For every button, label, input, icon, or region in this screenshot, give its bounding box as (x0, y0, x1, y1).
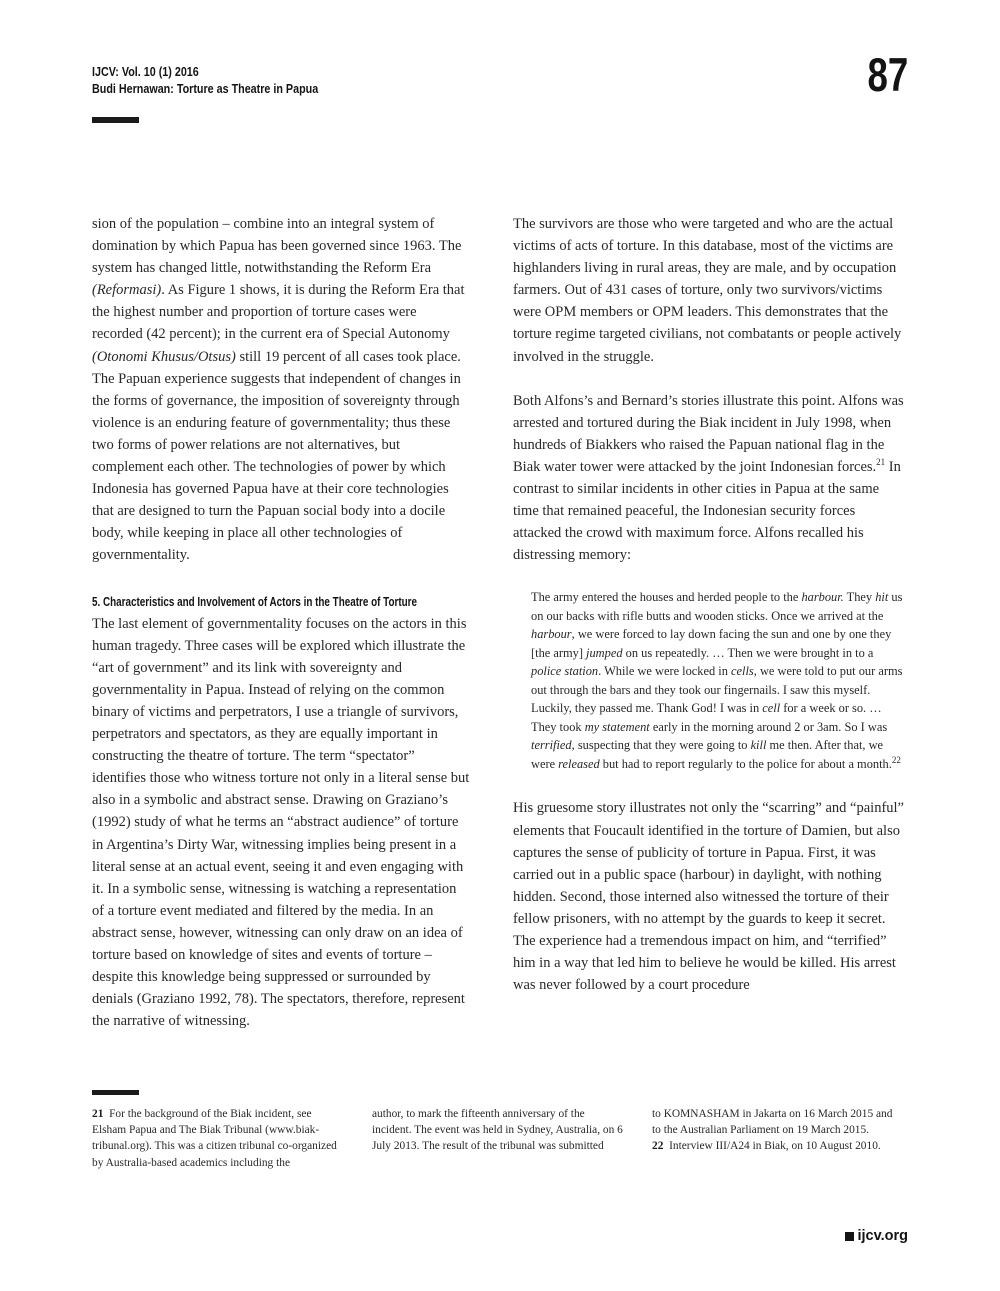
section-heading: 5. Characteristics and Involvement of Actors in the Theatre of Torture (92, 593, 418, 609)
journal-volume-line: IJCV: Vol. 10 (1) 2016 (92, 65, 199, 79)
footnotes (92, 1106, 904, 1171)
footnote-column-1: 21 For the background of the Biak incident, see Elsham Papua and The Biak Tribunal (www.biak-tribunal.org). This was a citizen tribunal co-organized by Australia-based academics including the (92, 1108, 337, 1169)
page-header (92, 64, 355, 97)
paragraph-actors-triangle: The last element of governmentality focuses on the actors in this human tragedy. Three cases will be explored which illustrate the “art of government” and its link with sovereignty and governmentality in Papua. Instead of relying on the common binary of victims and perpetrators, I use a triangle of survivors, perpetrators and spectators, as they are equally important in constructing the theatre of torture. The term “spectator” identifies those who witness torture not only in a literal sense but also in a symbolic and abstract sense. Drawing on Graziano’s (1992) study of what he terms an “abstract audience” of torture in Argentina’s Dirty War, witnessing implies being present in a literal sense at an actual event, seeing it and even engaging with it. In a symbolic sense, witnessing is watching a representation of a torture event mediated and filtered by the media. In an abstract sense, however, witnessing can only draw on an idea of torture based on knowledge of sites and events of torture – despite this knowledge being suppressed or surrounded by denials (Graziano 1992, 78). The spectators, therefore, represent the narrative of witnessing. (92, 615, 470, 1030)
footnote-column-3: to KOMNASHAM in Jakarta on 16 March 2015 and to the Australian Parliament on 19 March 2015. 22 Interview III/A24 in Biak, on 10 August 2010. (652, 1108, 893, 1153)
site-label: ijcv.org (857, 1228, 908, 1244)
left-column (92, 213, 470, 1032)
right-column (513, 213, 905, 1032)
paragraph-governmentality: sion of the population – combine into an integral system of domination by which Papua has been governed since 1963. The system has changed little, notwithstanding the Reform Era (Reformasi). As Figure 1 shows, it is during the Reform Era that the highest number and proportion of torture cases were recorded (42 percent); in the current era of Special Autonomy (Otonomi Khusus/Otsus) still 19 percent of all cases took place. The Papuan experience suggests that independent of changes in the forms of governance, the imposition of sovereignty through violence is an enduring feature of governmentality; thus these two forms of power relations are not alternatives, but complement each other. The technologies of power by which Indonesia has governed Papua have at their core technologies that are designed to turn the Papuan social body into a docile body, while keeping in place all other technologies of governmentality. (92, 216, 465, 564)
paragraph-survivors: The survivors are those who were targeted and who are the actual victims of acts of torture. In this database, most of the victims are highlanders living in rural areas, they are male, and by occupation farmers. Out of 431 cases of torture, only two survivors/victims were OPM members or OPM leaders. This demonstrates that the torture regime targeted civilians, not combatants or people actively involved in the struggle. (513, 216, 902, 365)
paragraph-gruesome-story: His gruesome story illustrates not only the “scarring” and “painful” elements that Foucault identified in the torture of Damien, but also captures the sense of publicity of torture in Papua. First, it was carried out in a public space (harbour) in daylight, with nothing hidden. Second, those interned also witnessed the torture of their fellow prisoners, with no attempt by the guards to keep it secret. The experience had a tremendous impact on him, and “terrified” him in a way that led him to believe he would be killed. His arrest was never followed by a court procedure (513, 800, 904, 994)
testimony-blockquote: The army entered the houses and herded people to the harbour. They hit us on our backs with rifle butts and wooden sticks. Once we arrived at the harbour, we were forced to lay down facing the sun and one by one they [the army] jumped on us repeatedly. … Then we were brought in to a police station. While we were locked in cells, we were told to put our arms out through the bars and they took our fingernails. I saw this myself. Luckily, they passed me. Thank God! I was in cell for a week or so. … They took my statement early in the morning around 2 or 3am. So I was terrified, suspecting that they were going to kill me then. After that, we were released but had to report regularly to the police for about a month.$^{22}$ (531, 590, 903, 771)
site-footer (845, 1228, 909, 1244)
footnote-rule (92, 1090, 139, 1095)
header-rule (92, 117, 139, 123)
page-number: 87 (867, 48, 908, 101)
paragraph-biak-incident: Both Alfons’s and Bernard’s stories illustrate this point. Alfons was arrested and tortured during the Biak incident in July 1998, when hundreds of Biakkers who raised the Papuan national flag in the Biak water tower were attacked by the joint Indonesian forces.$^{21}$ In contrast to similar incidents in other cities in Papua at the same time that remained peaceful, the Indonesian security forces attacked the crowd with maximum force. Alfons recalled his distressing memory: (513, 392, 904, 564)
ijcv-logo-icon (845, 1232, 854, 1241)
article-body (92, 213, 905, 1032)
footnote-column-2: author, to mark the fifteenth anniversary of the incident. The event was held in Sydney, Australia, on 6 July 2013. The result of the tribunal was submitted (372, 1108, 623, 1153)
author-title-line: Budi Hernawan: Torture as Theatre in Papua (92, 81, 319, 96)
